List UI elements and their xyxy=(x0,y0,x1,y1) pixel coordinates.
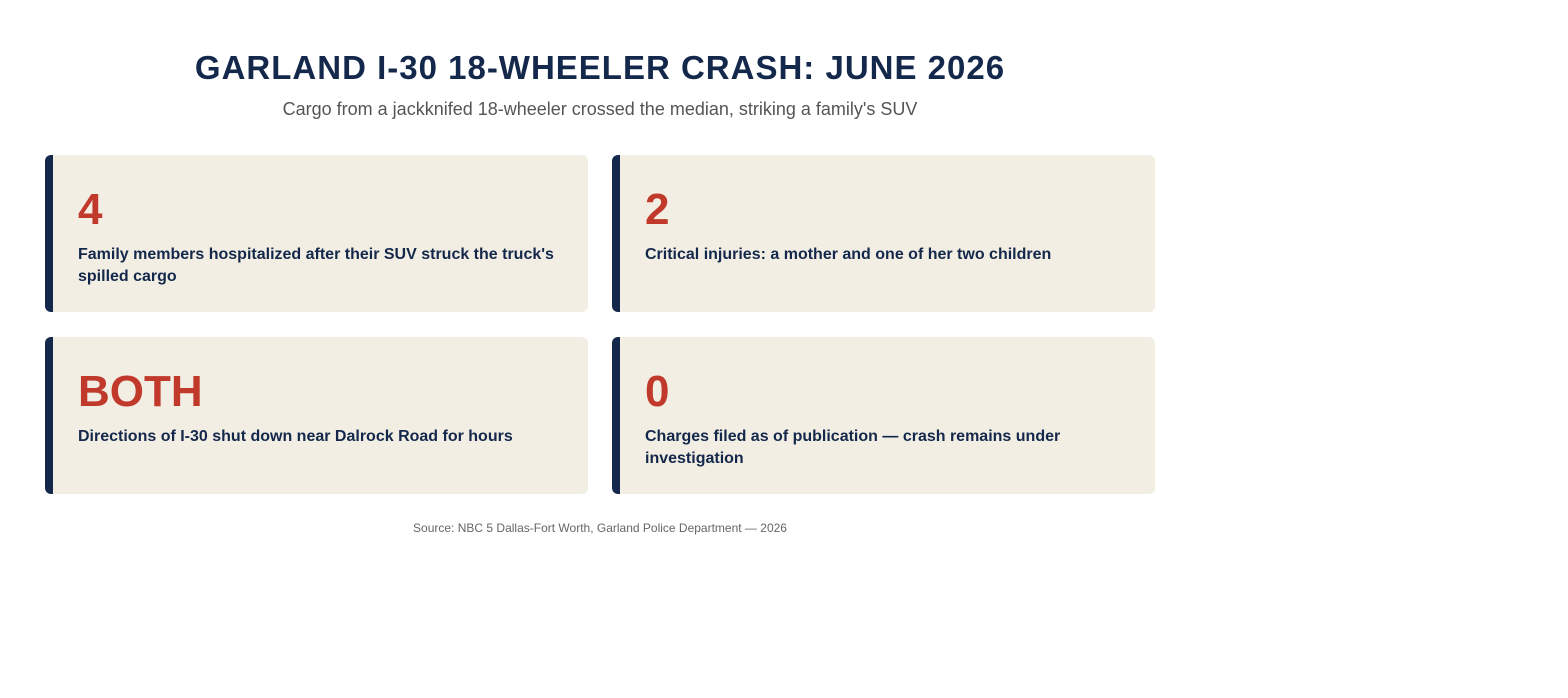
stat-card-critical-injuries xyxy=(612,155,1155,312)
stat-value: 2 xyxy=(645,185,670,234)
stats-grid xyxy=(45,155,1155,494)
stat-description: Charges filed as of publication — crash remains under investigation xyxy=(645,428,1061,467)
stat-value: 4 xyxy=(78,185,103,234)
stat-card-road-closure xyxy=(45,337,588,494)
stat-value: BOTH xyxy=(78,367,203,416)
page-subtitle: Cargo from a jackknifed 18-wheeler crossed the median, striking a family's SUV xyxy=(282,99,918,119)
stat-card-hospitalized xyxy=(45,155,588,312)
stat-description: Family members hospitalized after their SUV struck the truck's spilled cargo xyxy=(78,246,554,285)
source-footnote: Source: NBC 5 Dallas-Fort Worth, Garland Police Department — 2026 xyxy=(413,521,787,535)
stat-value: 0 xyxy=(645,367,670,416)
page-title: GARLAND I-30 18-WHEELER CRASH: JUNE 2026 xyxy=(194,49,1006,86)
stat-description: Critical injuries: a mother and one of her two children xyxy=(645,246,1052,263)
stat-description: Directions of I-30 shut down near Dalrock Road for hours xyxy=(78,428,513,445)
stat-card-charges xyxy=(612,337,1155,494)
